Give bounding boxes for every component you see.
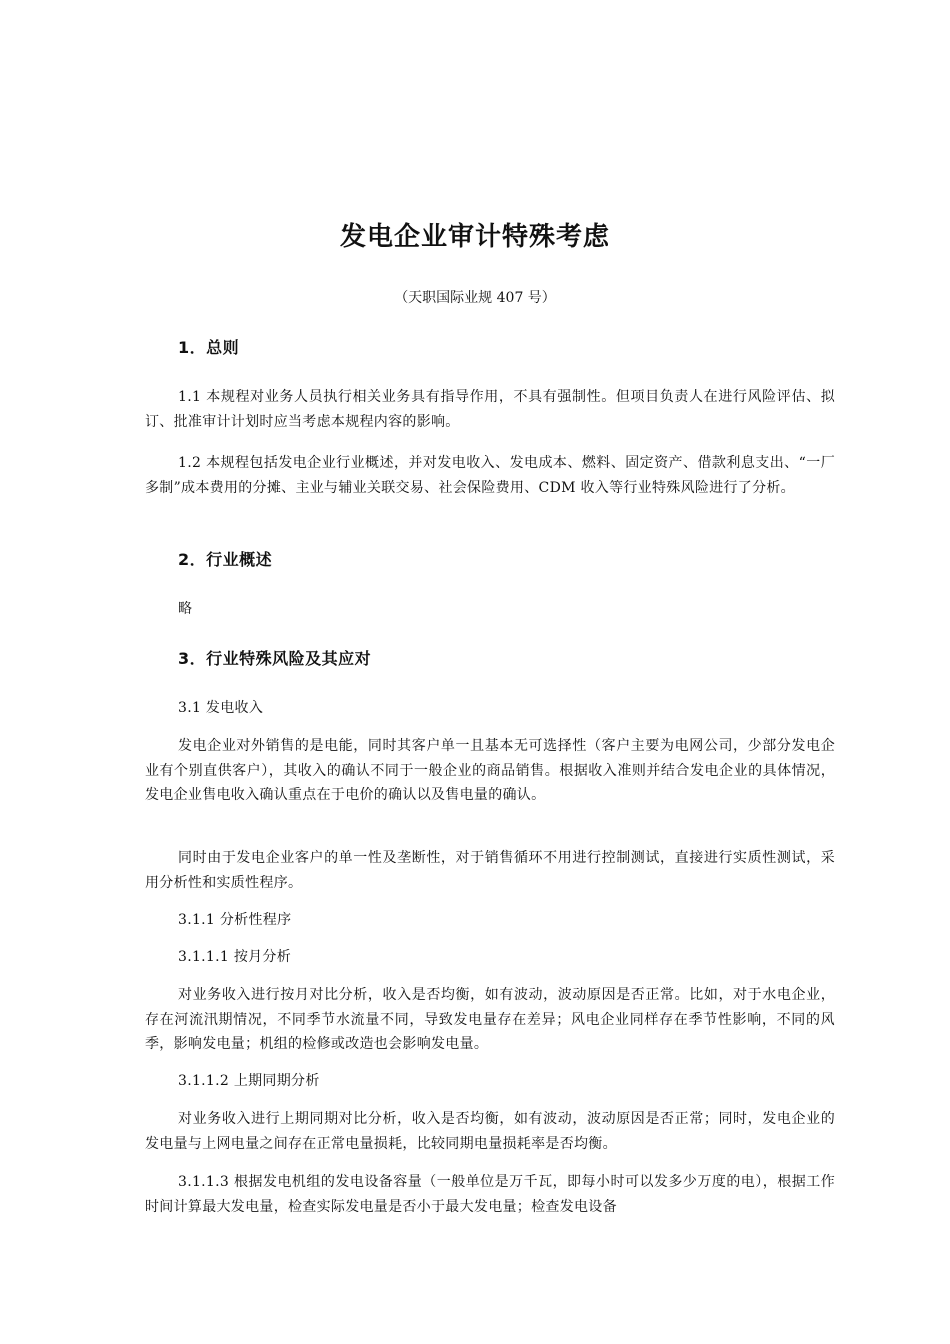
subheading-3-1-1-1: 3.1.1.1 按月分析	[178, 949, 292, 965]
paragraph-3-1-b: 同时由于发电企业客户的单一性及垄断性，对于销售循环不用进行控制测试，直接进行实质性测试，采用分析性和实质性程序。	[145, 850, 835, 891]
document-subtitle: （天职国际业规 407 号）	[394, 290, 556, 306]
subheading-3-1-1: 3.1.1 分析性程序	[178, 912, 292, 928]
section-heading-general: 1．总则	[178, 338, 240, 357]
paragraph-3-1-1-3: 3.1.1.3 根据发电机组的发电设备容量（一般单位是万千瓦，即每小时可以发多少万度的电），根据工作时间计算最大发电量，检查实际发电量是否小于最大发电量；检查发电设备	[145, 1174, 835, 1215]
paragraph-3-1-1-2: 对业务收入进行上期同期对比分析，收入是否均衡，如有波动，波动原因是否正常；同时，发电企业的发电量与上网电量之间存在正常电量损耗，比较同期电量损耗率是否均衡。	[145, 1111, 835, 1152]
paragraph-3-1-a: 发电企业对外销售的是电能，同时其客户单一且基本无可选择性（客户主要为电网公司，少部分发电企业有个别直供客户），其收入的确认不同于一般企业的商品销售。根据收入准则并结合发电企业的具体情况，发电企业售电收入确认重点在于电价的确认以及售电量的确认。	[145, 738, 835, 803]
page-title: 发电企业审计特殊考虑	[339, 222, 610, 252]
subheading-3-1: 3.1 发电收入	[178, 700, 264, 716]
section-heading-industry-overview: 2．行业概述	[178, 550, 273, 569]
section-heading-special-risks: 3．行业特殊风险及其应对	[178, 649, 372, 668]
paragraph-overview-omitted: 略	[178, 601, 193, 617]
subheading-3-1-1-2: 3.1.1.2 上期同期分析	[178, 1073, 320, 1089]
paragraph-1-2: 1.2 本规程包括发电企业行业概述，并对发电收入、发电成本、燃料、固定资产、借款利息支出、“一厂多制”成本费用的分摊、主业与辅业关联交易、社会保险费用、CDM 收入等行业特殊风险进行了分析。	[145, 455, 835, 496]
paragraph-3-1-1-1: 对业务收入进行按月对比分析，收入是否均衡，如有波动，波动原因是否正常。比如，对于水电企业，存在河流汛期情况，不同季节水流量不同，导致发电量存在差异；风电企业同样存在季节性影响，不同的风季，影响发电量；机组的检修或改造也会影响发电量。	[145, 987, 835, 1052]
paragraph-1-1: 1.1 本规程对业务人员执行相关业务具有指导作用，不具有强制性。但项目负责人在进行风险评估、拟订、批准审计计划时应当考虑本规程内容的影响。	[145, 389, 835, 430]
